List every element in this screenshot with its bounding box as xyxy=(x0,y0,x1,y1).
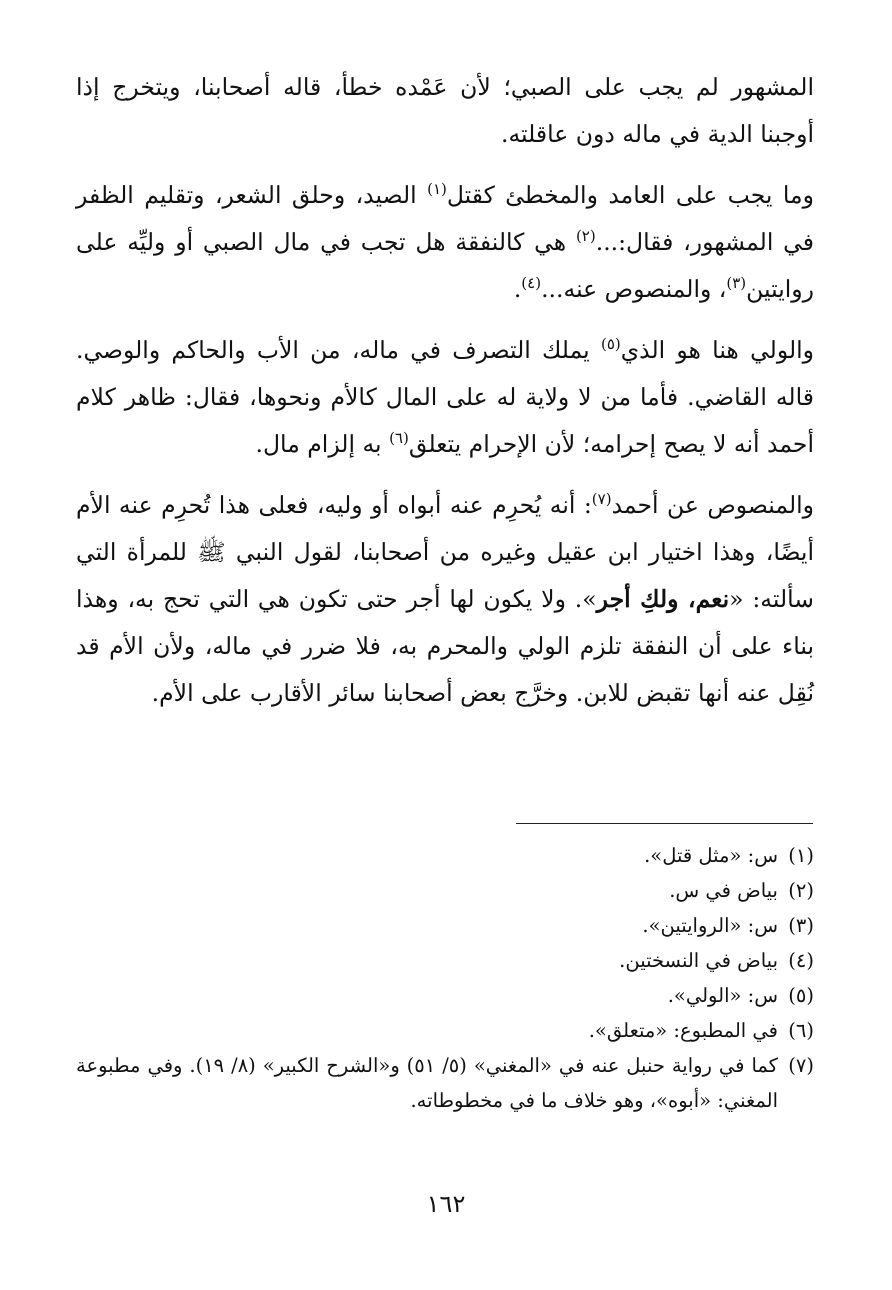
footnote-reference: (١) xyxy=(427,180,447,199)
footnote-text: بياض في س. xyxy=(669,879,778,902)
footnote-reference: (٦) xyxy=(389,429,409,448)
paragraph xyxy=(76,327,814,468)
footnote-number: (٢) xyxy=(788,879,814,902)
footnote xyxy=(76,978,814,1013)
text-segment: والولي هنا هو الذي xyxy=(620,336,814,364)
footnotes-list xyxy=(76,838,814,1118)
footnote-text: س: «الروايتين». xyxy=(642,914,778,937)
text-segment: يملك التصرف في ماله، من الأب والحاكم والوصي. قاله القاضي. فأما من لا ولاية له على المال كالأم ونحوها، فقال: ظاهر كلام أحمد أنه لا يصح إحرامه؛ لأن الإحرام يتعلق xyxy=(76,336,814,458)
footnote-separator xyxy=(516,823,813,824)
main-text xyxy=(76,64,814,717)
footnote-text: س: «مثل قتل». xyxy=(644,844,778,867)
text-segment: . xyxy=(513,275,522,303)
hadith-quote: نعم، ولكِ أجر xyxy=(596,585,730,613)
text-segment: : أنه يُحرِم عنه أبواه أو وليه، فعلى هذا تُحرِم عنه الأم أيضًا، وهذا اختيار ابن عقيل وغيره من أصحابنا، لقول النبي ﷺ للمرأة التي سألته: « xyxy=(76,491,814,613)
footnote-number: (٤) xyxy=(788,949,814,972)
footnote xyxy=(76,908,814,943)
text-segment: والمنصوص عن أحمد xyxy=(611,491,814,519)
footnote-reference: (٤) xyxy=(521,274,542,293)
text-segment: المشهور لم يجب على الصبي؛ لأن عَمْده خطأ، قاله أصحابنا، ويتخرج إذا أوجبنا الدية في ماله دون عاقلته. xyxy=(76,73,814,148)
footnote-text: بياض في النسختين. xyxy=(619,949,778,972)
page-number: ١٦٢ xyxy=(426,1190,466,1218)
text-segment: به إلزام مال. xyxy=(255,430,390,458)
text-segment: ». ولا يكون لها أجر حتى تكون هي التي تحج به، وهذا بناء على أن النفقة تلزم الولي والمحرم به، فلا ضرر في ماله، ولأن الأم قد نُقِل عنه أنها تقبض للابن. وخرَّج بعض أصحابنا سائر الأقارب على الأم. xyxy=(76,585,814,707)
footnote xyxy=(76,943,814,978)
footnote-reference: (٢) xyxy=(575,227,596,246)
paragraph xyxy=(76,172,814,313)
text-segment: الصيد، وحلق الشعر، وتقليم الظفر في المشهور، فقال:... xyxy=(76,181,814,256)
footnote-text: كما في رواية حنبل عنه في «المغني» (٥/ ٥١) و«الشرح الكبير» (٨/ ١٩). وفي مطبوعة المغني: «أبوه»، وهو خلاف ما في مخطوطاته. xyxy=(76,1054,778,1112)
footnote xyxy=(76,1048,814,1118)
footnote-text: في المطبوع: «متعلق». xyxy=(588,1019,778,1042)
footnote xyxy=(76,1013,814,1048)
footnote-number: (٣) xyxy=(788,914,814,937)
footnote-number: (٦) xyxy=(788,1019,814,1042)
footnote xyxy=(76,873,814,908)
footnote-number: (١) xyxy=(788,844,814,867)
paragraph xyxy=(76,482,814,717)
text-segment: وما يجب على العامد والمخطئ كقتل xyxy=(446,181,814,209)
footnote xyxy=(76,838,814,873)
footnote-reference: (٥) xyxy=(600,335,621,354)
footnote-reference: (٣) xyxy=(726,274,747,293)
footnote-reference: (٧) xyxy=(591,490,612,509)
paragraph xyxy=(76,64,814,158)
footnote-text: س: «الولي». xyxy=(667,984,778,1007)
text-segment: ، والمنصوص عنه... xyxy=(541,275,727,303)
footnote-number: (٧) xyxy=(788,1054,814,1077)
text-segment: هي كالنفقة هل تجب في مال الصبي أو وليِّه على روايتين xyxy=(76,228,814,303)
footnote-number: (٥) xyxy=(788,984,814,1007)
